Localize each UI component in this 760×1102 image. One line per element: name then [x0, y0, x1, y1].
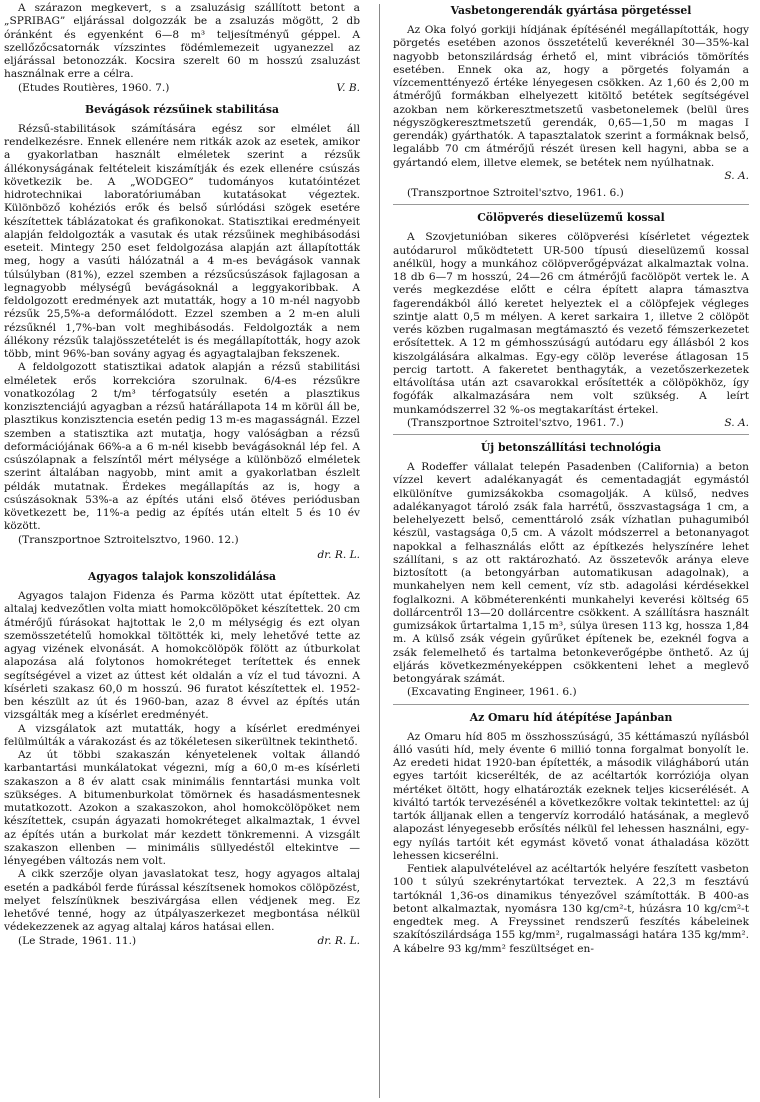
article-paragraph: A vizsgálatok azt mutatták, hogy a kísérlet eredményei felülmúlták a várakozást és az tökéletesen sikerültnek tekinthető.	[4, 722, 360, 748]
article-omaru-hid	[393, 711, 749, 956]
article-paragraph: Az Oka folyó gorkiji hídjának építésénél megállapították, hogy pörgetés esetében azonos összetételű keveréknél 30—35%-kal nagyobb betonszilárdság érhető el, mint vibrációs tömörítés esetében. Ennek oka az, hogy a pörgetés folyamán a vízcementtényező értéke lényegesen csökken. Az 1,60 és 2,00 m átmérőjű formákban elhelyezett kitöltő betétek segítségével azokban nem körkeresztmetszetű vasbetonelemek (belül üres négyszögkeresztmetszetű gerendák, 0,65—1,50 m magas I gerendák) gyárthatók. A tapasztalatok szerint a formáknak belső, legalább 70 cm átmérőjű részét üresen kell hagyni, abba se a gyártandó elem, illetve elemek, se betétek nem nyúlhatnak.	[393, 24, 749, 169]
article-paragraph: A Szovjetunióban sikeres cölöpverési kísérletet végeztek autódarurol működtetett UR-500 típusú dieselüzemű kossal anélkül, hogy a munkához cölöpverőgépvázat alkalmaztak volna. 18 db 6—7 m hosszú, 24—26 cm átmérőjű facölöpöt vertek le. A verés megkezdése előtt e célra épített alapra támasztva fagerendákból álló keretet helyeztek el a cölöpfejek végleges szintje alatt 0,5 m mélyen. A keret sarkaira 1, illetve 2 cölöpöt verés közben rugalmasan megtámasztó és vezető fémszerkezetet erősítettek. A 12 m gémhosszúságú autódaru egy állásból 2 kos kiszolgálására alkalmas. Egy-egy cölöp leverése átlagosan 15 percig tartott. A fakeretet benthagyták, a vezetőszerkezetek eltávolítása után azt csavarokkal erősítették a cölöpökhöz, így fogófák alkalmazására nem volt szükség. A leírt munkamódszerrel 32 %-os megtakarítást értekel.	[393, 231, 749, 416]
article-vasbetongerendak	[393, 4, 749, 200]
source-citation: (Transzportnoe Sztroitelsztvo, 1960. 12.)	[18, 533, 239, 546]
left-column	[4, 2, 360, 952]
source-citation: (Transzportnoe Sztroitel'sztvo, 1961. 6.)	[407, 187, 624, 199]
source-citation: (Transzportnoe Sztroitel'sztvo, 1961. 7.)	[407, 416, 624, 429]
article-paragraph: Az Omaru híd 805 m összhosszúságú, 35 kéttámaszú nyílásból álló vasúti híd, mely évente 6 millió tonna forgalmat bonyolít le. Az eredeti hidat 1920-ban építették, a második világháború után egyes tartóit kicserélték, de az acéltartók korróziója olyan mértéket öltött, hogy elhatározták ezeknek teljes kicserélését. A kiváltó tartók tervezésénél a következőkre voltak tekintettel: az új tartók álljanak ellen a tengervíz korrodáló hatásának, a meglevő alapozást lényegesebb erősítés nélkül fel lehessen használni, egy-egy nyílás tartóit két egymást követő vonat áthaladása között lehessen kicserélni.	[393, 730, 749, 862]
article-title: Cölöpverés dieselüzemű kossal	[477, 211, 665, 225]
section-divider	[393, 204, 749, 205]
article-colopveres	[393, 211, 749, 430]
article-rezsuk	[4, 103, 360, 562]
author-initials: S. A.	[724, 169, 749, 182]
section-divider	[393, 704, 749, 705]
article-title: Vasbetongerendák gyártása pörgetéssel	[450, 4, 692, 17]
author-initials: dr. R. L.	[317, 548, 360, 561]
source-citation: (Le Strade, 1961. 11.)	[18, 934, 137, 947]
article-paragraph: A Rodeffer vállalat telepén Pasadenben (California) a beton vízzel kevert adalékanyagát és cementadagját egymástól elkülönítve gumizsákokba csomagolják. A külső, nedves adalékanyagot tároló zsák fala harrétű, összvastagsága 1 cm, a belehelyezett belső, cementtároló zsák vízhatlan puhagumiból készül, vastagsága 0,5 cm. A vázolt módszerrel a betonanyagot napokkal a felhasználás előtt az építkezés helyszínére lehet szállítani, s az ott raktározható. Az összetevők aránya eleve biztosított (a betongyárban automatikusan adagolnak), a munkahelyen nem kell cement, víz stb. adagolási kérdésekkel foglalkozni. A köbméterenkénti munkahelyi keverési költség 65 dollárcentről 13—20 dollárcentre csökkent. A szállításra használt gumizsákok űrtartalma 1,15 m³, súlya üresen 113 kg, hossza 1,84 m. A külső zsák végein gyűrűket építenek be, ezeknél fogva a zsák felemelhető és tartalma betonkeverőgépbe önthető. Az új eljárás következményeképpen csökkenteni lehet a meglevő betongyárak számát.	[393, 461, 749, 685]
article-title: Új betonszállítási technológia	[480, 441, 662, 454]
source-line	[4, 935, 360, 948]
source-citation: (Excavating Engineer, 1961. 6.)	[407, 686, 577, 699]
article-title: Agyagos talajok konszolidálása	[87, 570, 277, 583]
author-line	[393, 170, 749, 183]
author-line	[4, 549, 360, 562]
article-paragraph: Az út többi szakaszán kényetelenek voltak állandó karbantartási munkálatokat végezni, míg a 60,0 m-es kísérleti szakaszon a 8 év alatt csak minimális fenntartási munka volt szükséges. A bitumenburkolat tömörnek és hasadásmentesnek mutatkozott. Azokon a szakaszokon, ahol homokcölöpöket nem készítettek, csupán ágyazati homokréteget alkalmaztak, 1 évvel az építés után a burkolat már kezdett tönkremenni. A vizsgált szakaszon ellenben — minimális süllyedéstől eltekintve — lényegében változás nem volt.	[4, 749, 360, 867]
article-paragraph: Fentiek alapulvételével az acéltartók helyére feszített vasbeton 100 t súlyú szekrénytartókat terveztek. A 22,3 m fesztávú tartóknál 1,36-os dinamikus tényezővel számították. B 400-as betont alkalmaztak, nyomásra 130 kg/cm²-t, húzásra 10 kg/cm²-t engedtek meg. A Freyssinet rendszerű feszítés kábeleinek szakítószilárdsága 155 kg/mm², rugalmassági határa 135 kg/mm². A kábelre 93 kg/mm² feszültséget en-	[393, 863, 749, 955]
article-agyagos	[4, 570, 360, 948]
intro-section	[4, 2, 360, 95]
intro-source-line	[4, 82, 360, 95]
article-paragraph: A cikk szerzője olyan javaslatokat tesz, hogy agyagos altalaj esetén a padkából ferde fúrással készítsenek homokos cölöpözést, melyet felszínüknek beszivárgása ellen védjenek meg. Ez lehetővé tenné, hogy az útpályaszerkezet megbontása nélkül védekezzenek az agyag altalaj káros hatásai ellen.	[4, 868, 360, 934]
article-paragraph: Rézsű-stabilitások számítására egész sor elmélet áll rendelkezésre. Ennek ellenére nem ritkák azok az esetek, amikor a gyakorlatban használt elméletek szerint a rézsűk állékonyságának feltételeit kiszámítják és ezek ellenére csúszás következik be. A „WODGEO” tudományos kutatóintézet hidrotechnikai laboratóriumában kutatásokat végeztek. Különböző kohéziós erők és belső súrlódási szögek esetére készítettek táblázatokat és grafikonokat. Statisztikai eredményeit alapján feldolgozták a vasutak és utak rézsűinek meghibásodási eseteit. Mintegy 250 eset feldolgozása alapján azt állapították meg, hogy a vasúti hálózatnál a 4 m-es bevágások vannak túlsúlyban (81%), ezzel szemben a rézsűcsúszások fajlagosan a legnagyobb mélységű bevágásoknál a leggyakoribbak. A feldolgozott eredmények azt mutatták, hogy a 10 m-nél nagyobb rézsűk 25,5%-a deformálódott. Ezzel szemben a 2 m-en aluli rézsűknél 1,7%-ban volt meghibásodás. Feldolgozták a nem állékony rézsűk talajösszetételét is és megállapították, hogy azok több, mint 96%-ban sovány agyag és agyagtalajban fekszenek.	[4, 122, 360, 360]
article-paragraph: Agyagos talajon Fidenza és Parma között utat építettek. Az altalaj kedvezőtlen volta miatt homokcölöpöket készítettek. 20 cm átmérőjű fúrásokat hajtottak le 2,0 m mélységig és ezt olyan szemösszetételű homokkal töltötték ki, mely lehetővé tette az agyag vizének elvonását. A homokcölöpök fölött az útburkolat alapozása alá folytonos homokréteget terítettek és ennek segítségével a vizet az úttest két oldalán a víz el tud távozni. A kísérleti szakasz 60,0 m hosszú. 96 furatot készítettek el. 1952-ben készült az út és 1960-ban, azaz 8 évvel az építés után vizsgálták meg a kísérlet eredményét.	[4, 590, 360, 722]
article-betonszallitas	[393, 441, 749, 700]
author-initials: V. B.	[336, 81, 360, 94]
author-initials: dr. R. L.	[317, 934, 360, 947]
article-title: Bevágások rézsűinek stabilitása	[85, 102, 279, 116]
right-column	[393, 2, 749, 956]
author-initials: S. A.	[724, 416, 749, 429]
source-citation: (Etudes Routières, 1960. 7.)	[18, 81, 170, 94]
article-paragraph: A feldolgozott statisztikai adatok alapján a rézsű stabilitási elméletek erős korrekcióra szorulnak. 6/4-es rézsűkre vonatkozólag 2 t/m³ térfogatsúly esetén a plasztikus konzisztenciájú agyagban a rézsű határállapota 14 m körül áll be, plasztikus konzisztencia esetén pedig 13 m-es magasságnál. Ezzel szemben a statisztika azt mutatja, hogy valóságban a rézsű deformációjának 66%-a a 6 m-nél kisebb bevágásoknál lép fel. A csúszólapnak a felszíntől mért mélysége a különböző elméletek szerint általában nagyobb, mint amit a gyakorlatban észlelt példák mutatnak. Érdekes megállapítás az is, hogy a csúszásoknak 53%-a az építés utáni első ötéves periódusban következett be, 11%-a pedig az építés után eltelt 5 és 10 év között.	[4, 361, 361, 533]
article-title: Az Omaru híd átépítése Japánban	[469, 710, 673, 724]
section-divider	[393, 434, 749, 435]
intro-paragraph: A szárazon megkevert, s a zsaluzásig szállított betont a „SPRIBAG” eljárással dolgozzák be a zsaluzás mögött, 2 db óránként és egyenként 6—8 m³ teljesítményű géppel. A szellőzőcsatornák vízszintes födémlemezeit ugyanezzel az eljárással betonozzák. Kocsira szerelt 60 m hosszú zsaluzást használnak erre a célra.	[4, 2, 360, 81]
source-line	[393, 417, 749, 430]
column-divider	[379, 4, 380, 1098]
